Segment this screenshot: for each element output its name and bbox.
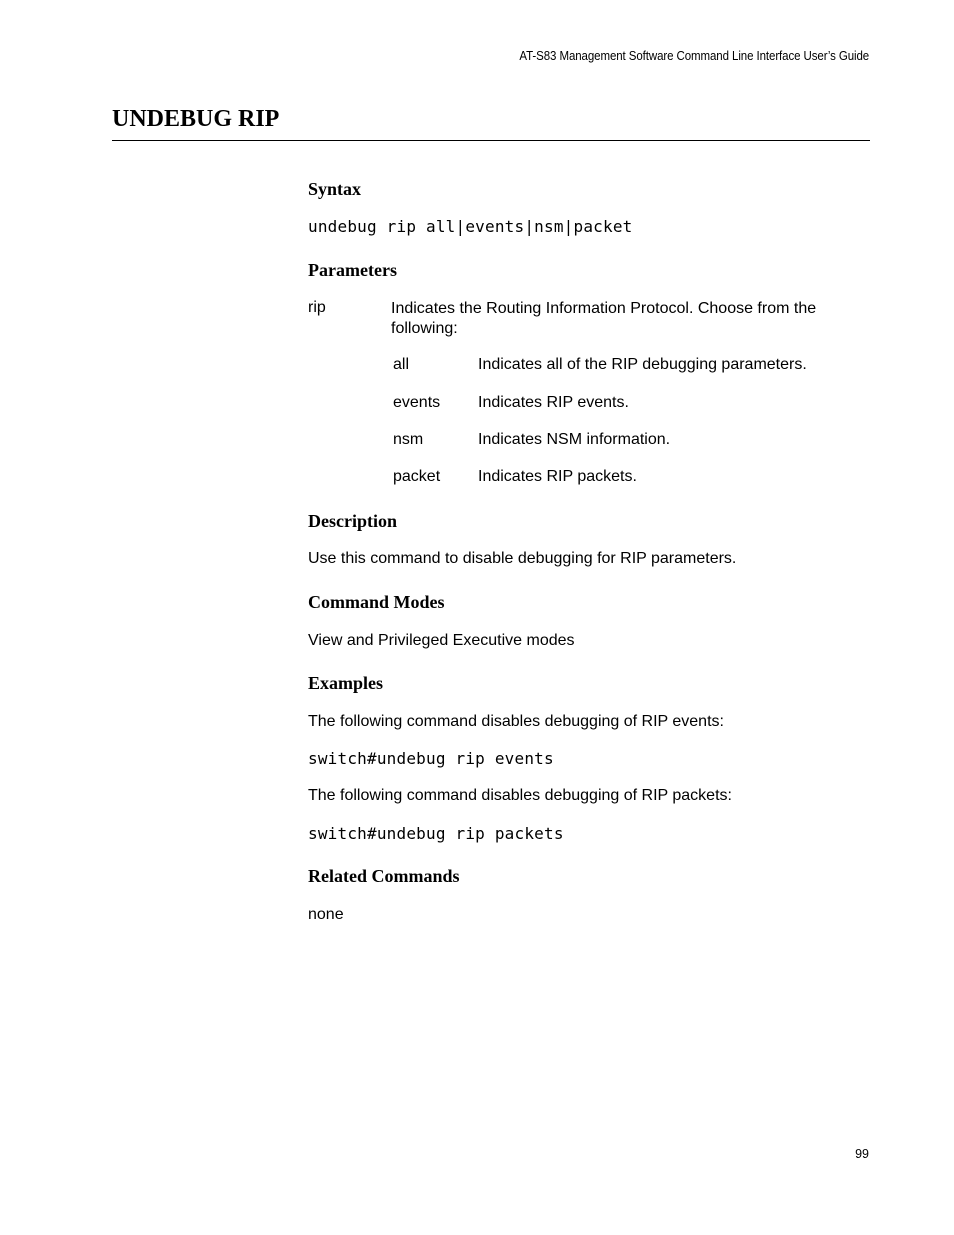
related-commands-text: none <box>308 906 344 923</box>
running-header: AT-S83 Management Software Command Line Interface User’s Guide <box>519 49 869 63</box>
parameter-name: rip <box>308 299 326 316</box>
command-modes-text: View and Privileged Executive modes <box>308 632 575 649</box>
option-name: events <box>393 394 441 411</box>
option-description: Indicates RIP events. <box>478 394 629 411</box>
syntax-heading: Syntax <box>308 179 362 199</box>
description-text: Use this command to disable debugging for RIP parameters. <box>308 550 737 567</box>
example-text: The following command disables debugging of RIP packets: <box>308 787 732 804</box>
option-description: Indicates NSM information. <box>478 431 671 448</box>
command-modes-heading: Command Modes <box>308 592 445 612</box>
example-code: switch#undebug rip events <box>308 749 554 768</box>
syntax-code: undebug rip all|events|nsm|packet <box>308 217 633 236</box>
option-description: Indicates RIP packets. <box>478 468 637 485</box>
example-text: The following command disables debugging of RIP events: <box>308 713 724 730</box>
option-name: packet <box>393 468 441 485</box>
page-title: UNDEBUG RIP <box>112 106 280 132</box>
examples-heading: Examples <box>308 673 384 693</box>
parameter-description: Indicates the Routing Information Protocol. Choose from the following: <box>391 300 817 337</box>
option-description: Indicates all of the RIP debugging parameters. <box>478 356 807 373</box>
page-number: 99 <box>855 1147 869 1161</box>
option-name: nsm <box>393 431 424 448</box>
related-commands-heading: Related Commands <box>308 866 460 886</box>
description-heading: Description <box>308 511 397 531</box>
title-divider <box>112 140 870 141</box>
parameters-heading: Parameters <box>308 260 397 280</box>
example-code: switch#undebug rip packets <box>308 824 564 843</box>
option-name: all <box>393 356 410 373</box>
